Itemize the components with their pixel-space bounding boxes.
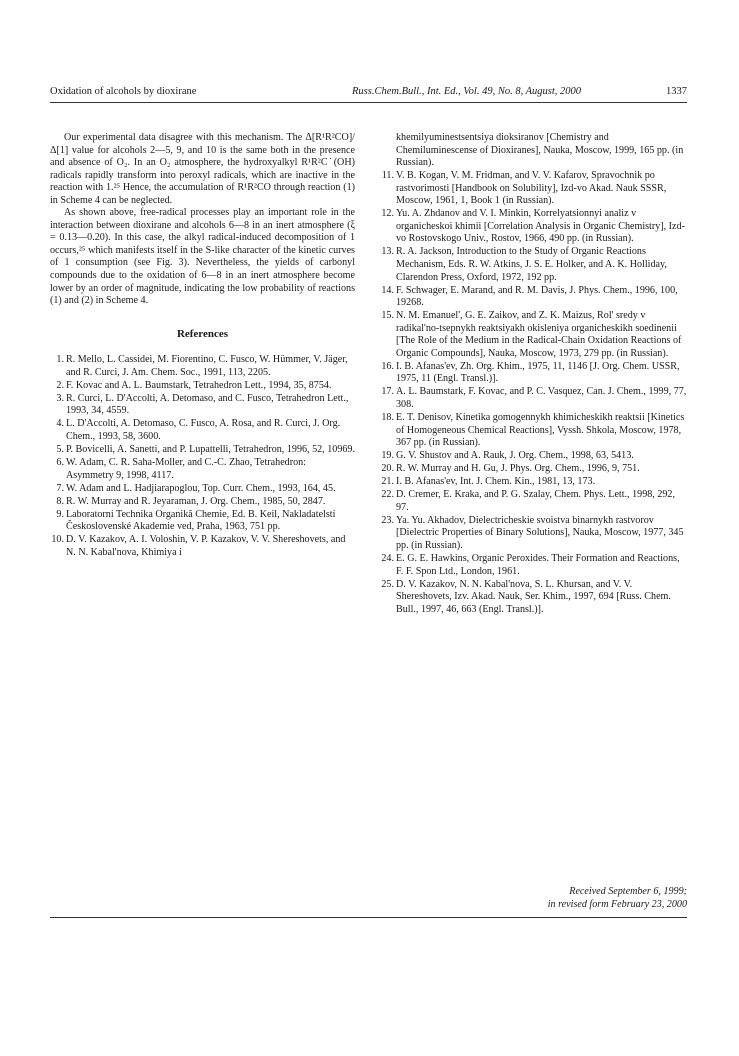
reference-item bbox=[50, 354, 355, 379]
reference-item bbox=[380, 476, 687, 489]
reference-number: 11. bbox=[381, 170, 394, 182]
reference-text: R. W. Murray and R. Jeyaraman, J. Org. Chem., 1985, 50, 2847. bbox=[66, 495, 326, 507]
reference-number: 10. bbox=[51, 534, 64, 546]
reference-item bbox=[380, 515, 687, 553]
reference-text: E. T. Denisov, Kinetika gomogennykh khimicheskikh reaktsii [Kinetics of Homogeneous Chemical Reactions], Vyssh. Shkola, Moscow, 1978, 367 pp. (in Russian). bbox=[396, 412, 685, 449]
reference-text: W. Adam and L. Hadjiarapoglou, Top. Curr. Chem., 1993, 164, 45. bbox=[66, 482, 336, 494]
reference-number: 13. bbox=[381, 246, 394, 258]
reference-text: G. V. Shustov and A. Rauk, J. Org. Chem., 1998, 63, 5413. bbox=[396, 450, 634, 462]
reference-item bbox=[50, 418, 355, 443]
running-title: Oxidation of alcohols by dioxirane bbox=[50, 86, 197, 97]
reference-item bbox=[380, 246, 687, 284]
reference-number: 4. bbox=[56, 418, 64, 430]
reference-number: 20. bbox=[381, 463, 394, 475]
right-column bbox=[380, 132, 687, 617]
reference-item bbox=[380, 386, 687, 411]
reference-item bbox=[380, 285, 687, 310]
reference-number: 8. bbox=[56, 495, 64, 507]
reference-item bbox=[50, 444, 355, 457]
reference-item bbox=[50, 509, 355, 534]
reference-item bbox=[50, 483, 355, 496]
reference-text: I. B. Afanas'ev, Zh. Org. Khim., 1975, 11, 1146 [J. Org. Chem. USSR, 1975, 11 (Engl. Transl.)]. bbox=[396, 360, 680, 385]
reference-text: D. V. Kazakov, A. I. Voloshin, V. P. Kazakov, V. V. Shereshovets, and N. N. Kabal'nova, Khimiya i bbox=[66, 534, 346, 558]
reference-number: 21. bbox=[381, 476, 394, 488]
body-paragraph-1: Our experimental data disagree with this mechanism. The Δ[R¹R²CO]/Δ[1] value for alcohols 2—5, 9, and 10 is the same both in the presence and absence of O₂. In an O₂ atmosphere, the hydroxyalkyl R¹R²C˙(OH) radicals rapidly transform into peroxyl radicals, which are inactive in the reaction with 1.²⁵ Hence, the accumulation of R¹R²CO through reaction (1) in Scheme 4 can be neglected. bbox=[50, 132, 355, 206]
reference-number: 2. bbox=[56, 379, 64, 391]
reference-number: 1. bbox=[56, 354, 64, 366]
reference-text: V. B. Kogan, V. M. Fridman, and V. V. Kafarov, Spravochnik po rastvorimosti [Handbook on Solubility], Izd-vo Akad. Nauk SSSR, Moscow, 1961, 1, Book 1 (in Russian). bbox=[396, 170, 667, 207]
reference-number: 5. bbox=[56, 444, 64, 456]
received-date: Received September 6, 1999; bbox=[569, 886, 687, 897]
reference-text: Ya. Yu. Akhadov, Dielectricheskie svoistva binarnykh rastvorov [Dielectric Properties of Binary Solutions], Nauka, Moscow, 1977, 345 pp. (in Russian). bbox=[396, 514, 684, 551]
reference-text: I. B. Afanas'ev, Int. J. Chem. Kin., 1981, 13, 173. bbox=[396, 476, 596, 488]
reference-text: khemilyuminestsentsiya dioksiranov [Chemistry and Chemiluminescense of Dioxiranes], Nauka, Moscow, 1999, 165 pp. (in Russian). bbox=[396, 132, 684, 169]
revised-date: in revised form February 23, 2000 bbox=[547, 898, 687, 910]
reference-item bbox=[50, 496, 355, 509]
reference-item bbox=[380, 553, 687, 578]
reference-text: A. L. Baumstark, F. Kovac, and P. C. Vasquez, Can. J. Chem., 1999, 77, 308. bbox=[396, 386, 687, 410]
reference-item bbox=[380, 412, 687, 450]
reference-text: F. Schwager, E. Marand, and R. M. Davis, J. Phys. Chem., 1996, 100, 19268. bbox=[396, 284, 678, 309]
reference-text: Yu. A. Zhdanov and V. I. Minkin, Korrelyatsionnyi analiz v organicheskoi khimii [Correlation Analysis in Organic Chemistry], Izd-vo Rostovskogo Univ., Rostov, 1966, 490 pp. (in Russian). bbox=[396, 208, 685, 245]
reference-number: 12. bbox=[381, 208, 394, 220]
reference-item bbox=[380, 170, 687, 208]
reference-text: L. D'Accolti, A. Detomaso, C. Fusco, A. Rosa, and R. Curci, J. Org. Chem., 1993, 58, 3600. bbox=[66, 418, 341, 442]
reference-item bbox=[380, 450, 687, 463]
reference-item bbox=[380, 310, 687, 360]
reference-list-left bbox=[50, 354, 355, 559]
reference-text: R. Mello, L. Cassidei, M. Fiorentino, C. Fusco, W. Hümmer, V. Jäger, and R. Curci, J. Am. Chem. Soc., 1991, 113, 2205. bbox=[66, 354, 348, 378]
reference-item bbox=[50, 393, 355, 418]
reference-text: R. W. Murray and H. Gu, J. Phys. Org. Chem., 1996, 9, 751. bbox=[396, 463, 640, 475]
reference-number: 7. bbox=[56, 482, 64, 494]
reference-number: 16. bbox=[381, 360, 394, 372]
reference-text: N. M. Emanuel', G. E. Zaikov, and Z. K. Maizus, Rol' sredy v radikal'no-tsepnykh reaktsiyakh okisleniya organicheskikh soedinenii [The Role of the Medium in the Radical-Chain Oxidation Reactions of Organic Compounds], Nauka, Moscow, 1973, 279 pp. (in Russian). bbox=[396, 310, 682, 359]
page-number: 1337 bbox=[666, 86, 687, 97]
reference-list-right bbox=[380, 132, 687, 616]
reference-number: 19. bbox=[381, 450, 394, 462]
reference-number: 3. bbox=[56, 392, 64, 404]
reference-number: 15. bbox=[381, 310, 394, 322]
reference-number: 18. bbox=[381, 412, 394, 424]
references-heading: References bbox=[176, 327, 229, 340]
reference-number: 14. bbox=[381, 284, 394, 296]
journal-citation: Russ.Chem.Bull., Int. Ed., Vol. 49, No. 8, August, 2000 bbox=[352, 86, 582, 97]
reference-text: R. A. Jackson, Introduction to the Study of Organic Reactions Mechanism, Eds. R. W. Atkins, J. S. E. Holker, and A. K. Holliday, Clarendon Press, Oxford, 1972, 192 pp. bbox=[396, 246, 667, 283]
reference-item bbox=[50, 380, 355, 393]
reference-text: Laboratorni Technika Organikă Chemie, Ed. B. Keil, Nakladatelstí Československé Akademie ved, Praha, 1963, 751 pp. bbox=[66, 508, 336, 533]
reference-item bbox=[380, 132, 687, 170]
reference-item bbox=[380, 579, 687, 617]
left-column bbox=[50, 132, 355, 560]
reference-item bbox=[380, 489, 687, 514]
reference-number: 17. bbox=[381, 386, 394, 398]
reference-number: 6. bbox=[56, 457, 64, 469]
reference-item bbox=[50, 457, 355, 482]
bottom-divider bbox=[50, 917, 687, 918]
reference-number: 25. bbox=[381, 578, 394, 590]
reference-text: D. Cremer, E. Kraka, and P. G. Szalay, Chem. Phys. Lett., 1998, 292, 97. bbox=[396, 489, 675, 513]
reference-text: R. Curci, L. D'Accolti, A. Detomaso, and C. Fusco, Tetrahedron Lett., 1993, 34, 4559. bbox=[66, 392, 349, 417]
reference-number: 22. bbox=[381, 489, 394, 501]
reference-item bbox=[380, 208, 687, 246]
reference-item bbox=[50, 534, 355, 559]
reference-item bbox=[380, 361, 687, 386]
reference-number: 24. bbox=[381, 553, 394, 565]
reference-item bbox=[380, 463, 687, 476]
running-header bbox=[50, 86, 687, 103]
reference-text: D. V. Kazakov, N. N. Kabal'nova, S. L. Khursan, and V. V. Shereshovets, Izv. Akad. Nauk, Ser. Khim., 1997, 694 [Russ. Chem. Bull., 1997, 46, 663 (Engl. Transl.)]. bbox=[396, 578, 671, 615]
reference-text: E. G. E. Hawkins, Organic Peroxides. Their Formation and Reactions, F. F. Spon Ltd., London, 1961. bbox=[396, 553, 680, 577]
reference-text: P. Bovicelli, A. Sanetti, and P. Lupattelli, Tetrahedron, 1996, 52, 10969. bbox=[66, 444, 355, 456]
received-dates bbox=[380, 886, 687, 911]
reference-number: 23. bbox=[381, 514, 394, 526]
reference-text: W. Adam, C. R. Saha-Moller, and C.-C. Zhao, Tetrahedron: Asymmetry 9, 1998, 4117. bbox=[66, 457, 306, 481]
reference-text: F. Kovac and A. L. Baumstark, Tetrahedron Lett., 1994, 35, 8754. bbox=[66, 379, 332, 391]
reference-number: 9. bbox=[56, 508, 64, 520]
body-paragraph-2: As shown above, free-radical processes play an important role in the interaction between dioxirane and alcohols 6—8 in an inert atmosphere (ξ = 0.13—0.20). In this case, the alkyl radical-induced decomposition of 1 occurs,²⁵ which manifests itself in the S-like character of the kinetic curves of 1 consumption (see Fig. 3). Nevertheless, the yields of carbonyl compounds due to the oxidation of 6—8 in an inert atmosphere become lower by an order of magnitude, indicating the low probability of reactions (1) and (2) in Scheme 4. bbox=[50, 207, 355, 307]
